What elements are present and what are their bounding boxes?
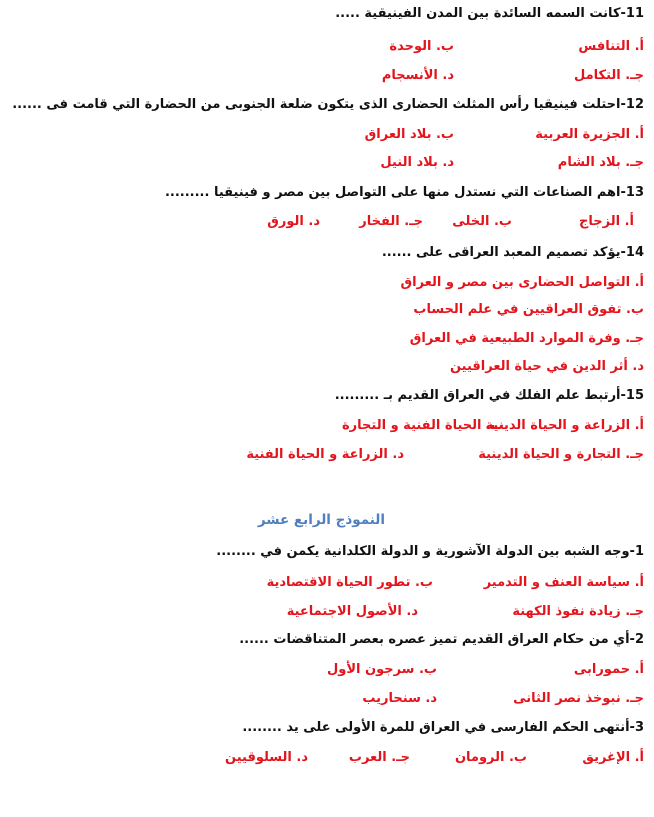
option-d: د. أثر الدين في حياة العراقيين	[449, 359, 644, 374]
question-14: 14-يؤكد تصميم المعبد العراقى على ......	[381, 245, 644, 260]
option-a: أ. الزجاج	[579, 214, 634, 229]
option-c: جـ. التجارة و الحياة الدينية	[478, 447, 644, 462]
option-b: ب. الرومان	[454, 750, 527, 765]
option-d: د. بلاد النيل	[380, 155, 454, 170]
option-d: د. الأصول الاجتماعية	[286, 604, 418, 619]
option-d: د. سنحاريب	[362, 691, 437, 706]
option-b: ب. سرجون الأول	[326, 662, 437, 677]
option-c: جـ. نبوخذ نصر الثانى	[513, 691, 644, 706]
option-a: أ. حمورابى	[573, 662, 644, 677]
option-a: أ. الإغريق	[582, 750, 644, 765]
option-b: ب. تطور الحياة الاقتصادية	[266, 575, 433, 590]
question-15: 15-أرتبط علم الفلك في العراق القديم بـ .........	[334, 388, 644, 403]
option-b: ب. الحياة الفنية و التجارة	[342, 418, 504, 433]
question-11: 11-كانت السمه السائدة بين المدن الفينيقية .....	[335, 6, 644, 21]
option-b: ب. الوحدة	[389, 39, 454, 54]
question-3: 3-أنتهى الحكم الفارسى في العراق للمرة الأولى على يد ........	[242, 720, 644, 735]
option-b: ب. بلاد العراق	[364, 127, 454, 142]
option-d: د. الزراعة و الحياة الفنية	[246, 447, 404, 462]
option-c: جـ. وفرة الموارد الطبيعية في العراق	[409, 331, 644, 346]
option-a: أ. الجزيرة العربية	[535, 127, 644, 142]
option-a: أ. الزراعة و الحياة الدينية	[485, 418, 644, 433]
section-heading: النموذج الرابع عشر	[257, 512, 385, 528]
option-c: جـ. الفخار	[359, 214, 423, 229]
option-d: د. السلوقيين	[225, 750, 308, 765]
question-12: 12-احتلت فينيقيا رأس المثلث الحضارى الذى يتكون ضلعة الجنوبى من الحضارة التي قامت فى ......	[12, 97, 644, 112]
option-b: ب. تفوق العراقيين في علم الحساب	[413, 302, 644, 317]
option-c: جـ. بلاد الشام	[557, 155, 644, 170]
option-a: أ. التنافس	[578, 39, 644, 54]
option-d: د. الأنسجام	[381, 68, 454, 83]
option-a: أ. التواصل الحضارى بين مصر و العراق	[400, 275, 644, 290]
question-2: 2-أي من حكام العراق القديم تميز عصره بعصر المتناقضات ......	[239, 632, 644, 647]
option-b: ب. الخلى	[452, 214, 512, 229]
option-d: د. الورق	[267, 214, 320, 229]
question-13: 13-اهم الصناعات التي نستدل منها على التواصل بين مصر و فينيقيا .........	[164, 185, 644, 200]
question-1: 1-وجه الشبه بين الدولة الآشورية و الدولة الكلدانية يكمن في ........	[216, 544, 644, 559]
option-a: أ. سياسة العنف و التدمير	[483, 575, 644, 590]
option-c: جـ. التكامل	[573, 68, 644, 83]
option-c: جـ. زيادة نفوذ الكهنة	[512, 604, 644, 619]
option-c: جـ. العرب	[348, 750, 410, 765]
